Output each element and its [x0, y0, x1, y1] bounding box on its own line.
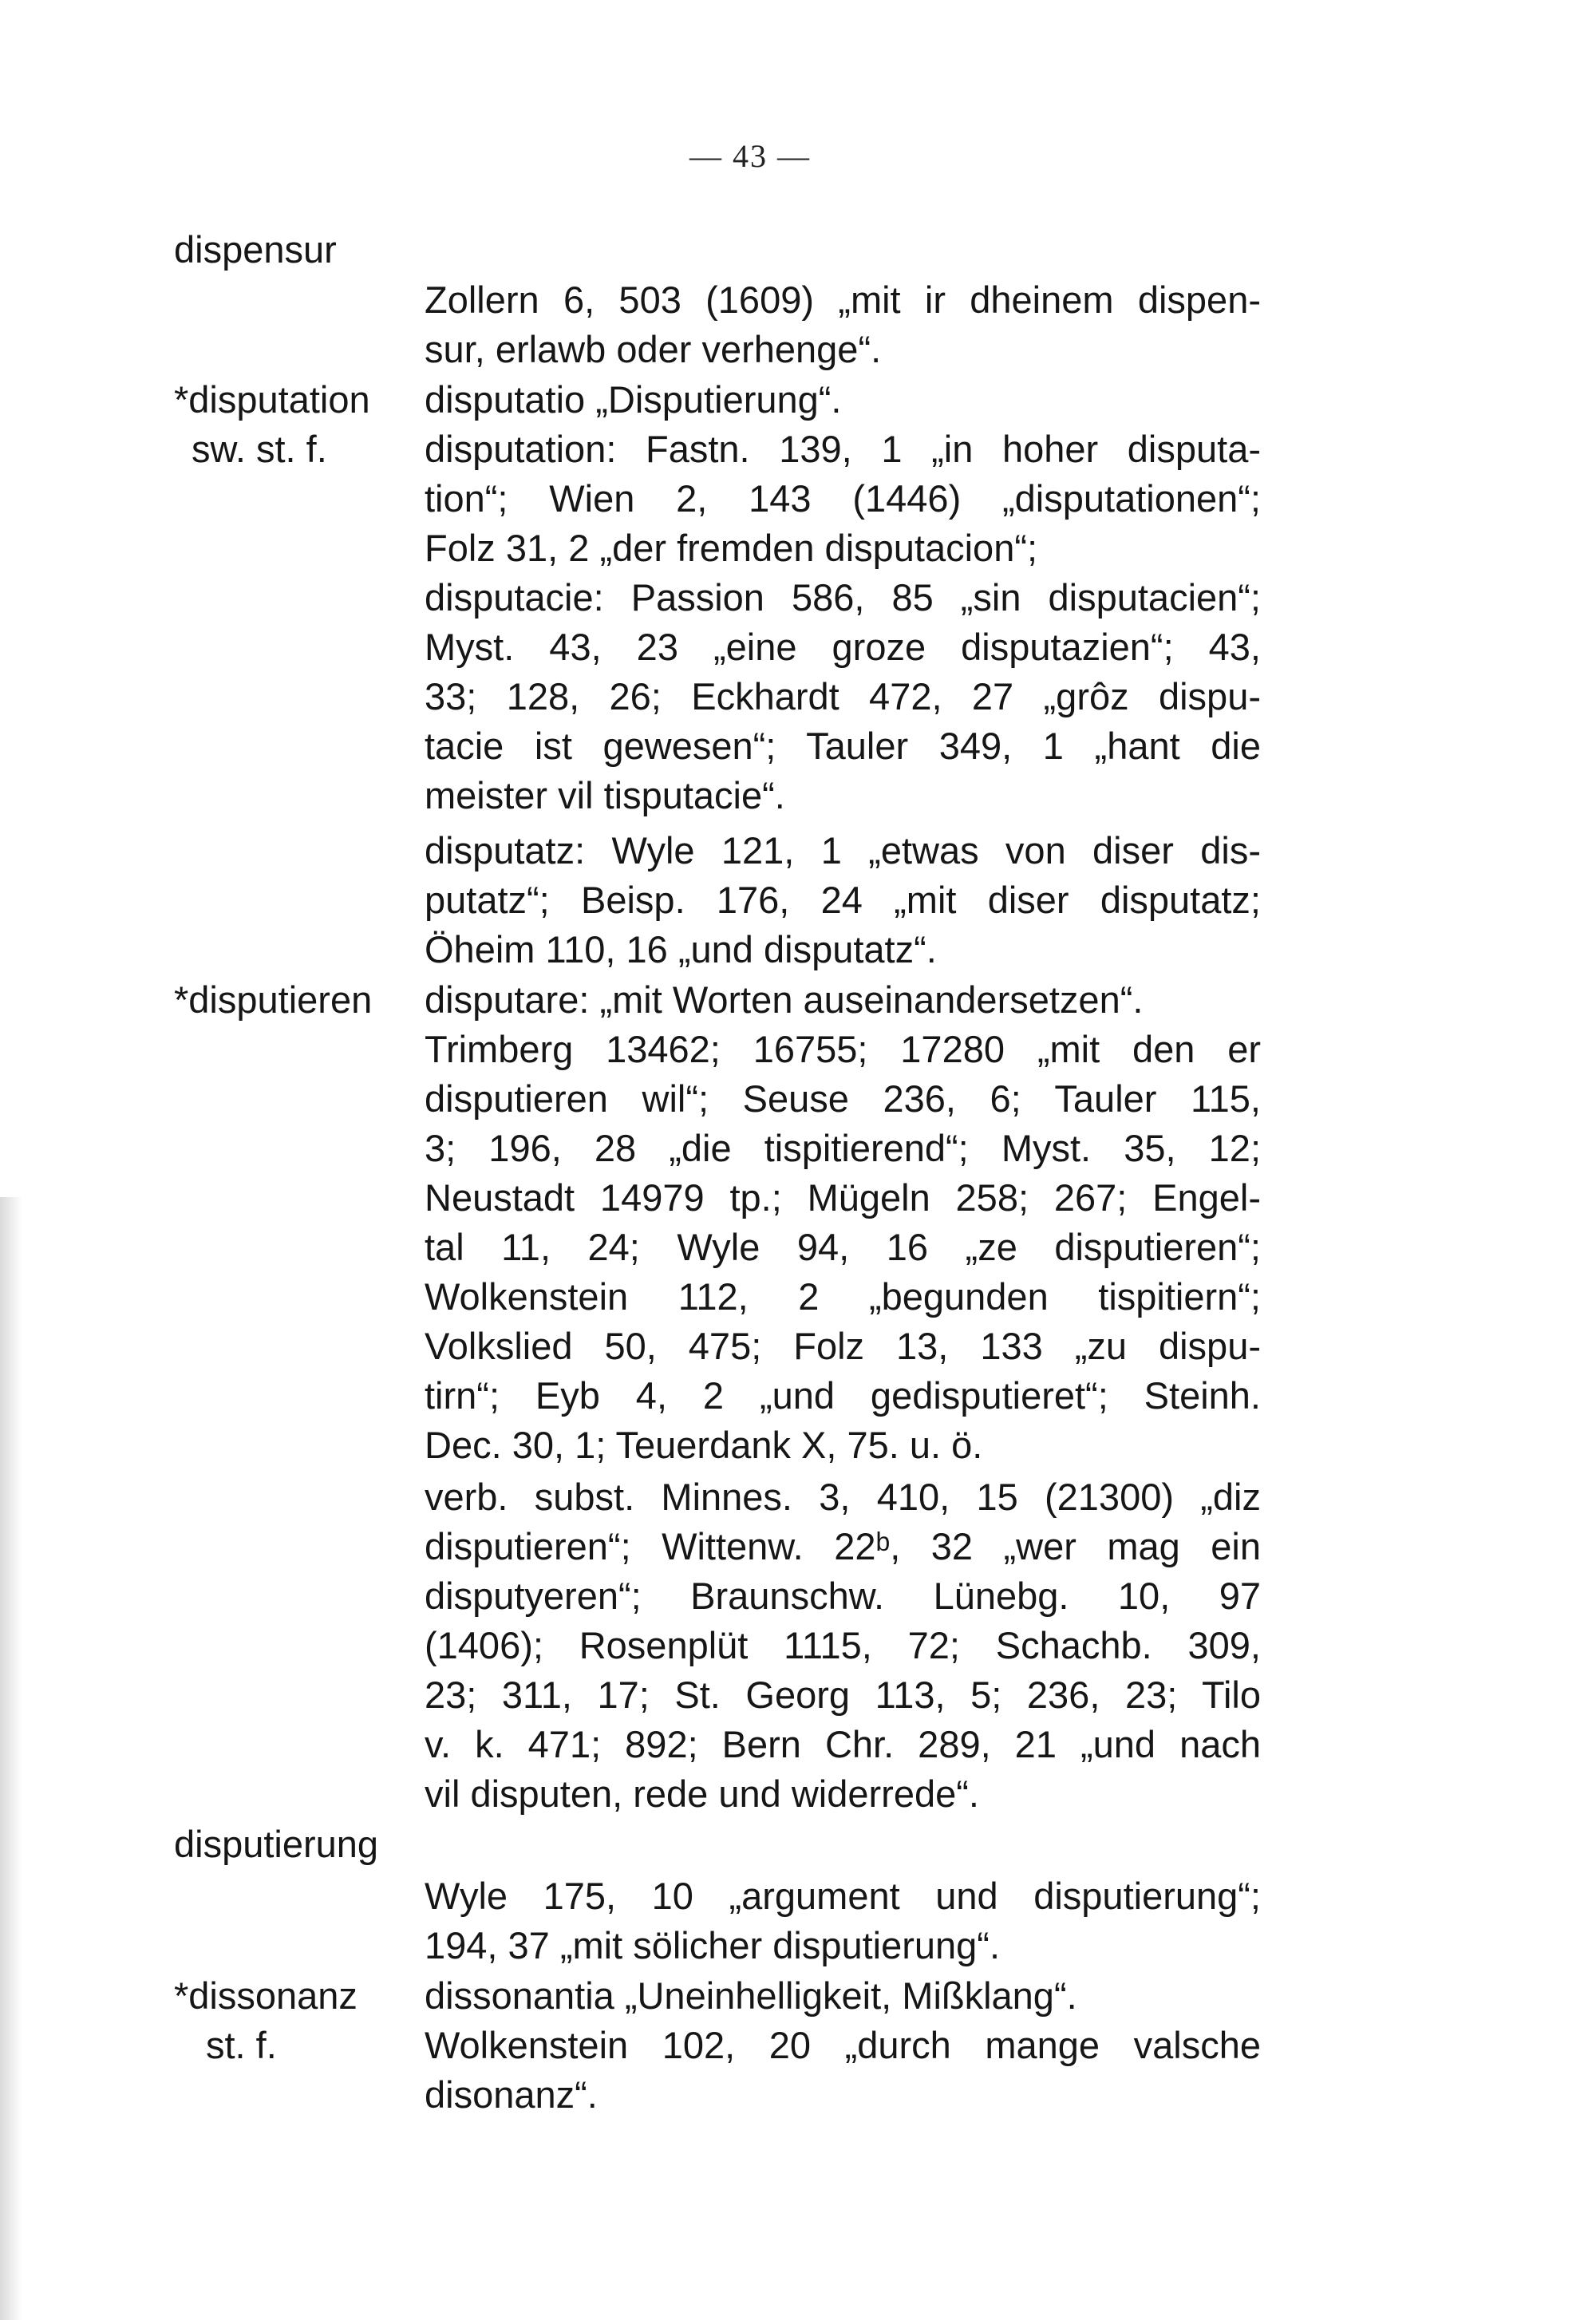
entry-line: 23; 311, 17; St. Georg 113, 5; 236, 23; Tilo	[425, 1674, 1261, 1716]
entry-line: sur, erlawb oder verhenge“.	[425, 328, 882, 370]
entry-line: Folz 31, 2 „der fremden disputacion“;	[425, 527, 1038, 569]
entry-line: disputacie: Passion 586, 85 „sin disputacien“;	[425, 576, 1261, 619]
entry-line: Öheim 110, 16 „und disputatz“.	[425, 928, 937, 970]
lemma-disputierung: disputierung	[174, 1823, 379, 1865]
page-edge-shadow	[0, 1197, 22, 2320]
entry-line: 3; 196, 28 „die tispitierend“; Myst. 35, 12;	[425, 1127, 1261, 1169]
entry-line: Myst. 43, 23 „eine groze disputazien“; 43,	[425, 626, 1261, 668]
entry-line: Wolkenstein 112, 2 „begunden tispitiern“;	[425, 1275, 1261, 1318]
entry-line: Wyle 175, 10 „argument und disputierung“;	[425, 1875, 1261, 1917]
entry-line: verb. subst. Minnes. 3, 410, 15 (21300) „diz	[425, 1476, 1261, 1518]
entry-line: disputieren“; Wittenw. 22ᵇ, 32 „wer mag ein	[425, 1525, 1261, 1567]
entry-line: disputyeren“; Braunschw. Lünebg. 10, 97	[425, 1575, 1261, 1617]
entry-line: disputation: Fastn. 139, 1 „in hoher disputa-	[425, 428, 1261, 470]
lemma-disputation-grammar: sw. st. f.	[192, 428, 327, 470]
entry-line: Wolkenstein 102, 20 „durch mange valsche	[425, 2024, 1261, 2066]
lemma-dissonanz: *dissonanz	[174, 1974, 358, 2017]
entry-line: disputatio „Disputierung“.	[425, 378, 842, 421]
entry-line: disputare: „mit Worten auseinandersetzen“.	[425, 978, 1144, 1021]
entry-line: Zollern 6, 503 (1609) „mit ir dheinem dispen-	[425, 279, 1261, 321]
entry-line: Trimberg 13462; 16755; 17280 „mit den er	[425, 1028, 1261, 1070]
entry-line: disputieren wil“; Seuse 236, 6; Tauler 115,	[425, 1077, 1261, 1120]
entry-line: Volkslied 50, 475; Folz 13, 133 „zu dispu-	[425, 1325, 1261, 1367]
entry-line: disputatz: Wyle 121, 1 „etwas von diser dis-	[425, 829, 1261, 871]
entry-line: tal 11, 24; Wyle 94, 16 „ze disputieren“;	[425, 1226, 1261, 1268]
lemma-disputieren: *disputieren	[174, 978, 373, 1021]
entry-line: meister vil tisputacie“.	[425, 774, 785, 816]
entry-line: disonanz“.	[425, 2073, 598, 2116]
entry-line: vil disputen, rede und widerrede“.	[425, 1773, 979, 1815]
lemma-dispensur: dispensur	[174, 228, 337, 271]
entry-line: tirn“; Eyb 4, 2 „und gedisputieret“; Steinh.	[425, 1374, 1261, 1417]
lemma-disputation: *disputation	[174, 378, 370, 421]
entry-line: tacie ist gewesen“; Tauler 349, 1 „hant die	[425, 725, 1261, 767]
entry-line: dissonantia „Uneinhelligkeit, Mißklang“.	[425, 1974, 1077, 2017]
entry-line: tion“; Wien 2, 143 (1446) „disputationen“;	[425, 477, 1261, 520]
entry-line: 194, 37 „mit sölicher disputierung“.	[425, 1924, 1001, 1966]
entry-line: putatz“; Beisp. 176, 24 „mit diser disputatz;	[425, 879, 1261, 921]
entry-line: Dec. 30, 1; Teuerdank X, 75. u. ö.	[425, 1424, 983, 1466]
entry-line: (1406); Rosenplüt 1115, 72; Schachb. 309,	[425, 1624, 1261, 1666]
page-number: — 43 —	[689, 138, 811, 174]
lemma-dissonanz-grammar: st. f.	[206, 2024, 277, 2066]
entry-line: Neustadt 14979 tp.; Mügeln 258; 267; Engel-	[425, 1176, 1261, 1219]
entry-line: 33; 128, 26; Eckhardt 472, 27 „grôz dispu-	[425, 675, 1261, 717]
entry-line: v. k. 471; 892; Bern Chr. 289, 21 „und nach	[425, 1723, 1261, 1765]
